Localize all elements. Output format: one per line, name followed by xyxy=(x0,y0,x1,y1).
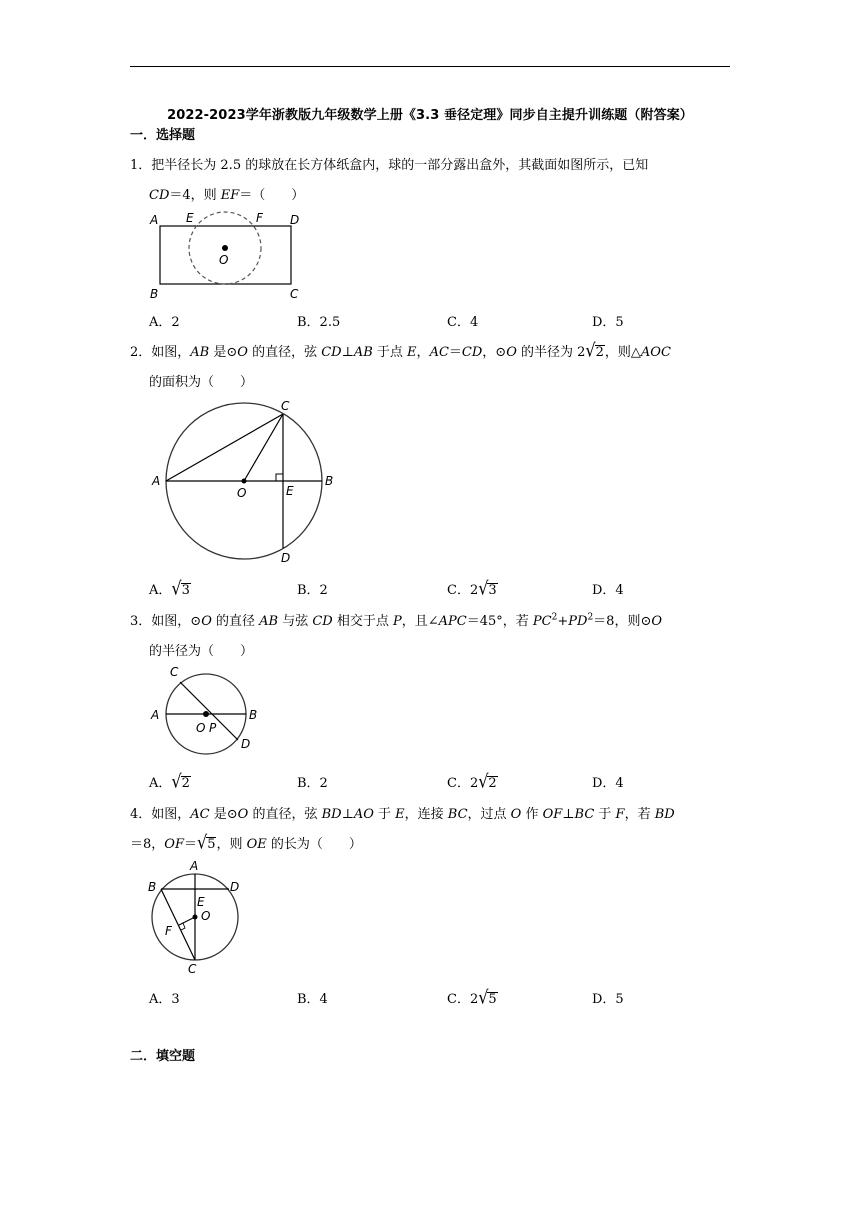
page-title: 2022-2023学年浙教版九年级数学上册《3.3 垂径定理》同步自主提升训练题（附答案） xyxy=(167,108,693,123)
q2-label-b: B xyxy=(325,474,334,488)
q2-label-a: A xyxy=(152,474,161,488)
q2-option-a[interactable]: A．√3 xyxy=(149,577,190,600)
q2-option-d[interactable]: D．4 xyxy=(592,583,624,598)
q2-line2: 的面积为（ ） xyxy=(149,375,254,390)
q4-line1: 4．如图，AC 是⊙O 的直径，弦 BD⊥AO 于 E，连接 BC，过点 O 作 OF⊥BC 于 F，若 BD xyxy=(130,807,675,822)
q3-options xyxy=(149,772,709,792)
q4-label-a: A xyxy=(190,859,199,873)
q4-label-o: O xyxy=(201,909,211,923)
q1-line2: CD＝4，则 EF＝（ ） xyxy=(149,188,305,203)
q2-options xyxy=(149,579,709,599)
q1-option-c[interactable]: C．4 xyxy=(447,315,479,330)
q3-label-d: D xyxy=(241,737,251,751)
q3-figure xyxy=(146,662,276,757)
q4-label-e: E xyxy=(197,895,205,909)
q3-line1: 3．如图，⊙O 的直径 AB 与弦 CD 相交于点 P，且∠APC＝45°，若 $PC^2+PD^2=8$，则⊙O xyxy=(130,612,663,629)
q4-figure xyxy=(144,856,254,978)
q4-option-b[interactable]: B．4 xyxy=(297,992,328,1007)
q1-figure xyxy=(140,208,310,303)
q3-label-p: P xyxy=(209,721,217,735)
q1-label-b: B xyxy=(150,287,159,301)
q4-label-f: F xyxy=(165,924,172,938)
q1-label-o: O xyxy=(219,253,229,267)
q4-option-a[interactable]: A．3 xyxy=(149,992,180,1007)
q3-label-a: A xyxy=(151,708,160,722)
header-rule xyxy=(130,66,730,67)
q3-option-b[interactable]: B．2 xyxy=(297,776,328,791)
q1-label-c: C xyxy=(290,287,299,301)
q3-line2: 的半径为（ ） xyxy=(149,644,254,659)
q2-line1: 2．如图，AB 是⊙O 的直径，弦 CD⊥AB 于点 E，AC＝CD，⊙O 的半径为 2√2，则△AOC xyxy=(130,339,671,362)
q4-option-d[interactable]: D．5 xyxy=(592,992,624,1007)
q1-option-d[interactable]: D．5 xyxy=(592,315,624,330)
q2-label-c: C xyxy=(281,399,290,413)
q4-line2: ＝8，OF＝√5，则 OE 的长为（ ） xyxy=(130,831,362,854)
q3-option-a[interactable]: A．√2 xyxy=(149,770,190,793)
q3-label-b: B xyxy=(249,708,258,722)
q3-label-o: O xyxy=(196,721,206,735)
q3-option-d[interactable]: D．4 xyxy=(592,776,624,791)
q1-option-b[interactable]: B．2.5 xyxy=(297,315,341,330)
q1-line1: 1．把半径长为 2.5 的球放在长方体纸盒内，球的一部分露出盒外，其截面如图所示，已知 xyxy=(130,158,649,173)
q2-option-b[interactable]: B．2 xyxy=(297,583,328,598)
q4-options xyxy=(149,988,709,1008)
q2-figure xyxy=(148,394,348,574)
section-choice-heading: 一．选择题 xyxy=(130,128,196,143)
q4-label-b: B xyxy=(148,880,157,894)
q1-label-f: F xyxy=(256,211,263,225)
q4-label-d: D xyxy=(230,880,240,894)
q1-label-e: E xyxy=(186,211,194,225)
q3-label-c: C xyxy=(170,665,179,679)
q1-options xyxy=(149,311,709,331)
q2-label-d: D xyxy=(281,551,291,565)
section-fill-heading: 二．填空题 xyxy=(130,1049,196,1064)
q1-label-d: D xyxy=(290,213,300,227)
q4-label-c: C xyxy=(188,962,197,976)
q3-option-c[interactable]: C．2√2 xyxy=(447,770,497,793)
q1-option-a[interactable]: A．2 xyxy=(149,315,180,330)
q2-option-c[interactable]: C．2√3 xyxy=(447,577,497,600)
q1-label-a: A xyxy=(150,213,159,227)
q4-option-c[interactable]: C．2√5 xyxy=(447,986,497,1009)
q2-label-e: E xyxy=(286,484,294,498)
q2-label-o: O xyxy=(237,486,247,500)
